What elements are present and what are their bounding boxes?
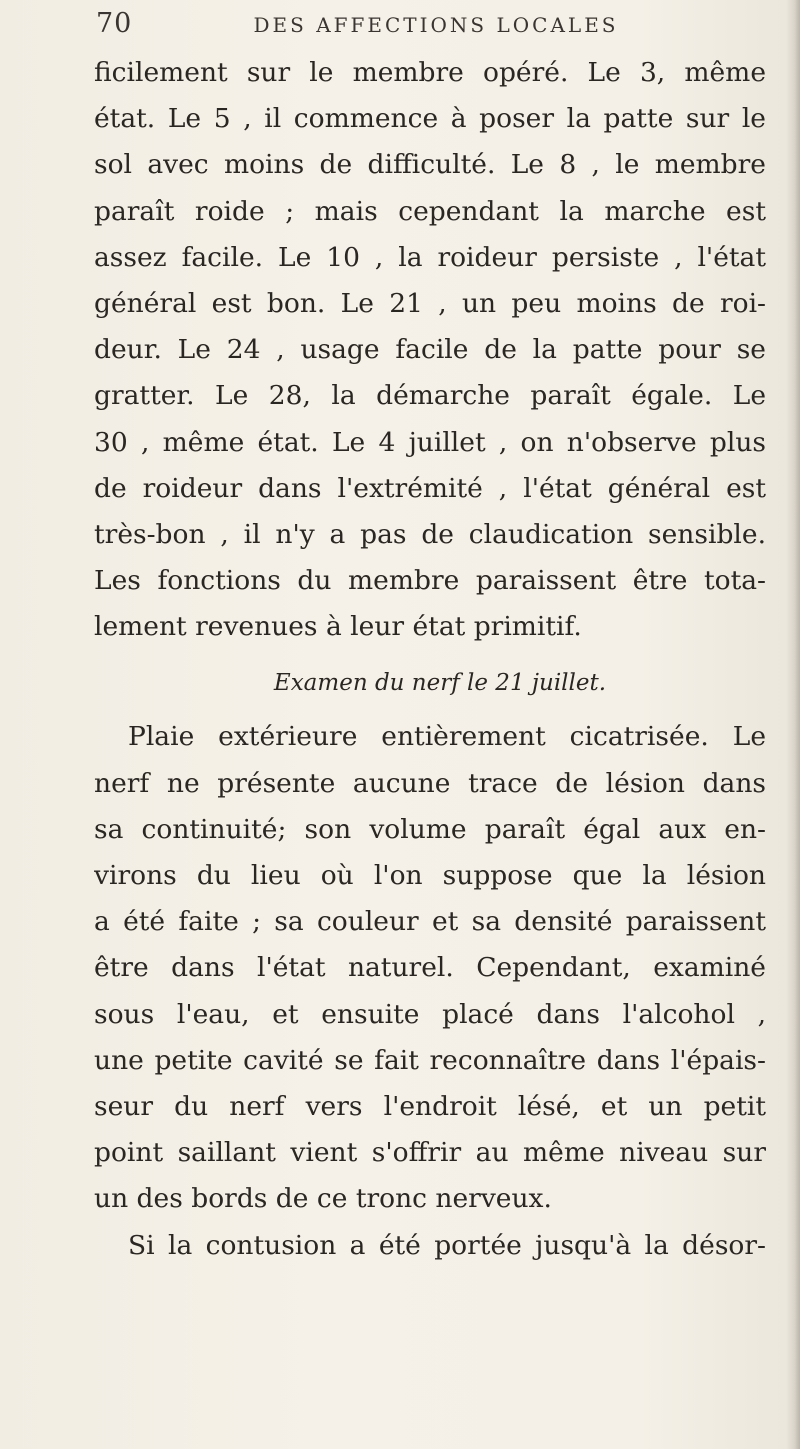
text-line: de roideur dans l'extrémité , l'état général est [94, 472, 766, 504]
page-header [96, 8, 756, 48]
text-line: nerf ne présente aucune trace de lésion dans [94, 767, 766, 799]
text-line: Si la contusion a été portée jusqu'à la désor- [128, 1229, 766, 1261]
paragraph-2 [94, 714, 766, 1222]
text-line: 30 , même état. Le 4 juillet , on n'observe plus [94, 426, 766, 458]
text-line: gratter. Le 28, la démarche paraît égale. Le [94, 380, 766, 412]
text-line: une petite cavité se fait reconnaître dans l'épais- [94, 1044, 766, 1076]
text-line: être dans l'état naturel. Cependant, examiné [94, 952, 766, 984]
text-line: état. Le 5 , il commence à poser la patte sur le [94, 103, 766, 135]
text-line: seur du nerf vers l'endroit lésé, et un petit [94, 1090, 766, 1122]
text-line: assez facile. Le 10 , la roideur persiste , l'état [94, 241, 766, 273]
section-title: Examen du nerf le 21 juillet. [273, 670, 607, 697]
text-line: deur. Le 24 , usage facile de la patte pour se [94, 334, 766, 366]
text-line: Les fonctions du membre paraissent être tota- [94, 565, 766, 597]
text-line: point saillant vient s'offrir au même niveau sur [94, 1137, 766, 1169]
text-line: a été faite ; sa couleur et sa densité paraissent [94, 906, 766, 938]
text-line: sa continuité; son volume paraît égal aux en- [94, 813, 766, 845]
text-line: général est bon. Le 21 , un peu moins de roi- [94, 287, 766, 319]
text-line: sol avec moins de difficulté. Le 8 , le membre [94, 149, 766, 181]
paragraph-1 [94, 50, 766, 650]
text-line: virons du lieu où l'on suppose que la lésion [94, 860, 766, 891]
paragraph-3 [94, 1223, 766, 1269]
text-line: un des bords de ce tronc nerveux. [94, 1183, 552, 1215]
running-head: DES AFFECTIONS LOCALES [253, 13, 619, 37]
text-line: sous l'eau, et ensuite placé dans l'alcohol , [94, 998, 766, 1030]
page-edge-shadow [786, 0, 800, 1449]
text-line: très-bon , il n'y a pas de claudication sensible. [94, 518, 766, 550]
text-line: paraît roide ; mais cependant la marche est [94, 195, 766, 227]
text-line: lement revenues à leur état primitif. [94, 611, 582, 643]
text-block [94, 50, 766, 1269]
page-number: 70 [96, 8, 133, 39]
text-line: ficilement sur le membre opéré. Le 3, même [94, 57, 766, 88]
text-line: Plaie extérieure entièrement cicatrisée. Le [128, 721, 766, 753]
